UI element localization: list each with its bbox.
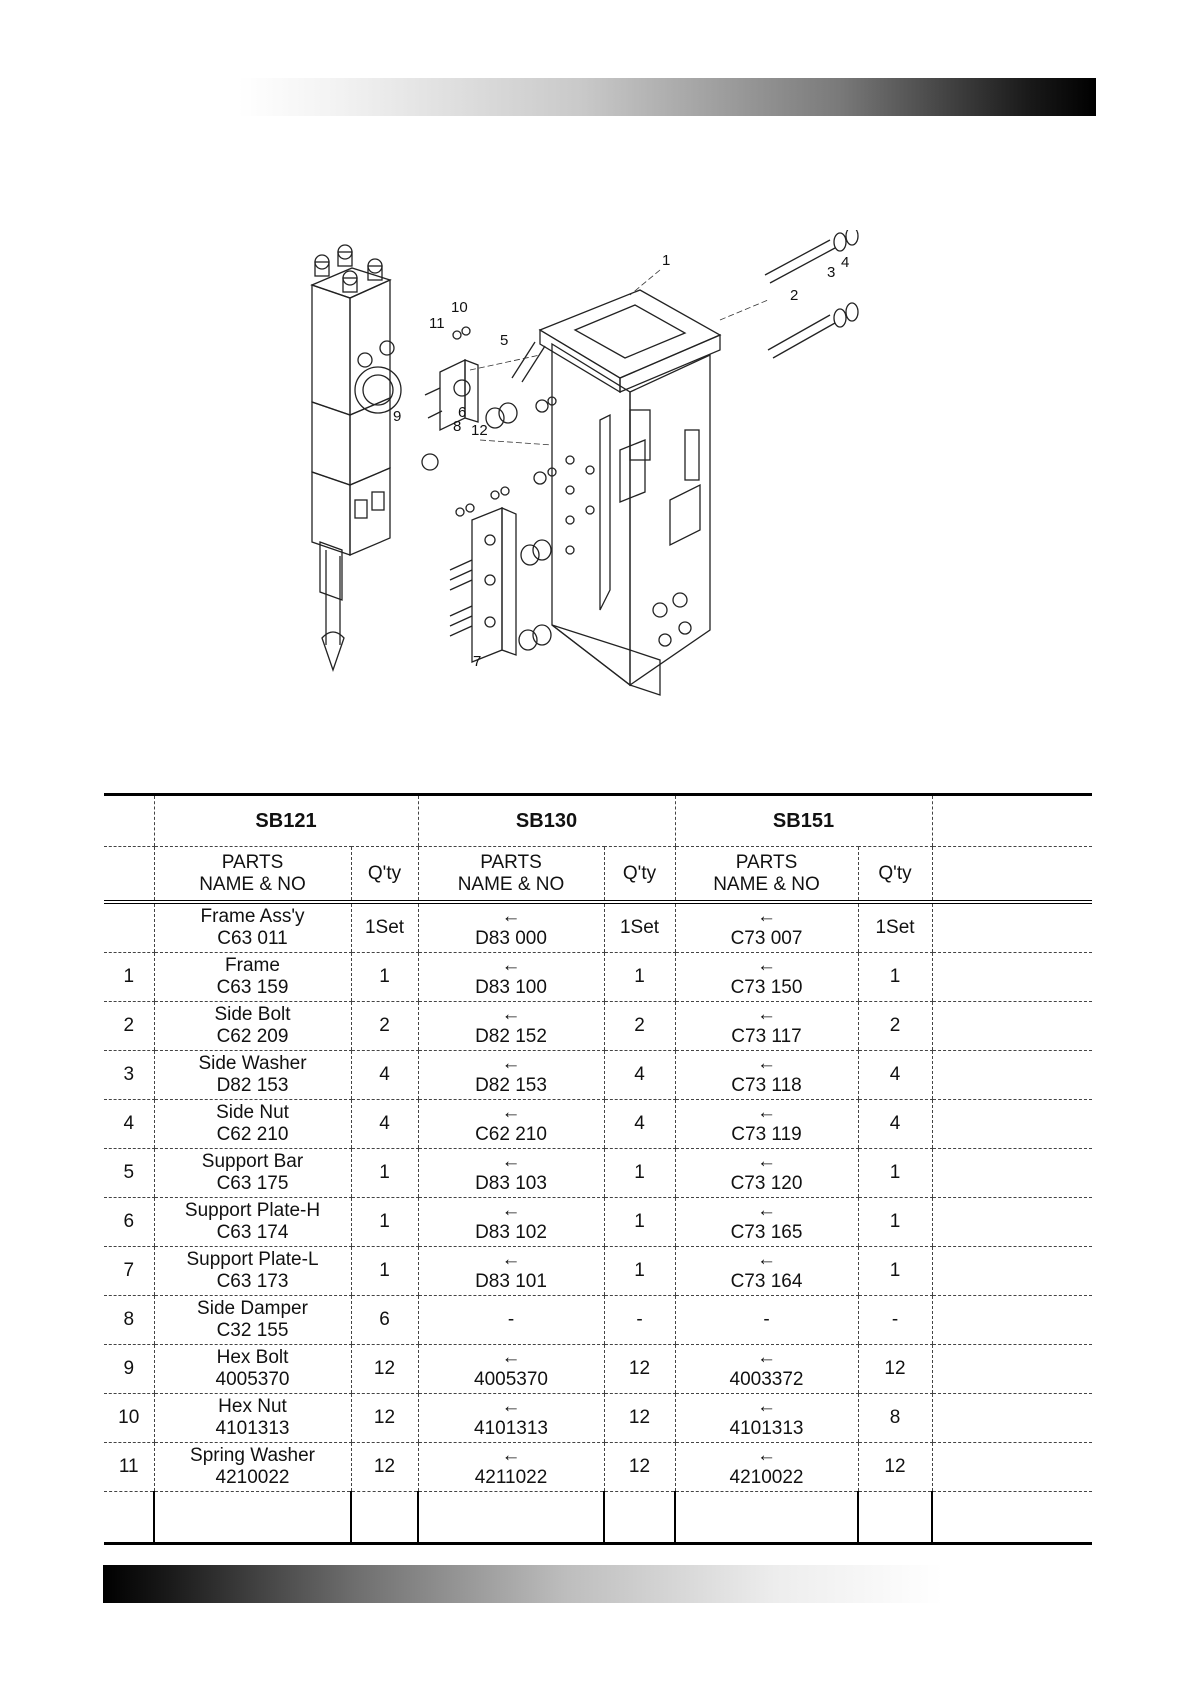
part-name-number-cell: ← C73 164: [675, 1247, 858, 1296]
callout-7: 7: [473, 653, 482, 670]
blank-cell: [932, 1443, 1092, 1492]
qty-cell: 1Set: [351, 902, 418, 953]
callout-2: 2: [790, 287, 799, 304]
part-name-number-cell: ← D83 101: [418, 1247, 604, 1296]
part-name-number-cell: ← C73 150: [675, 953, 858, 1002]
part-name-number-cell: Side Nut C62 210: [154, 1100, 351, 1149]
part-name-number-cell: ← 4210022: [675, 1443, 858, 1492]
frame-assembly-drawing: [290, 230, 950, 750]
blank-cell: [932, 1296, 1092, 1345]
table-row: [104, 1100, 1092, 1149]
part-name-number-cell: ← 4101313: [418, 1394, 604, 1443]
qty-cell: 8: [858, 1394, 932, 1443]
parts-header: PARTS NAME & NO: [154, 847, 351, 903]
part-name-number-cell: ← D82 153: [418, 1051, 604, 1100]
hex-bolts-drawing: [425, 327, 509, 636]
callout-4: 4: [841, 254, 850, 271]
callout-6: 6: [458, 404, 467, 421]
qty-cell: 12: [858, 1345, 932, 1394]
blank-cell: [932, 1247, 1092, 1296]
blank-cell: [932, 1149, 1092, 1198]
qty-cell: 1: [858, 1149, 932, 1198]
callout-12: 12: [471, 422, 488, 439]
model-sb151: SB151: [675, 795, 932, 847]
blank-cell: [932, 1345, 1092, 1394]
qty-cell: 4: [351, 1100, 418, 1149]
qty-cell: 4: [858, 1051, 932, 1100]
blank-cell: [932, 1394, 1092, 1443]
qty-cell: 12: [604, 1345, 675, 1394]
qty-cell: -: [604, 1296, 675, 1345]
blank-cell: [932, 1100, 1092, 1149]
qty-cell: 6: [351, 1296, 418, 1345]
blank-cell: [932, 1051, 1092, 1100]
parts-header: PARTS NAME & NO: [418, 847, 604, 903]
part-name-number-cell: ← C62 210: [418, 1100, 604, 1149]
item-number-cell: 3: [104, 1051, 154, 1100]
exploded-parts-diagram: [290, 230, 950, 750]
side-bolt-drawing: [765, 230, 858, 358]
qty-cell: 1: [858, 1247, 932, 1296]
parts-header: PARTS NAME & NO: [675, 847, 858, 903]
parts-table-body: [104, 902, 1092, 1492]
table-row: [104, 1198, 1092, 1247]
table-row: [104, 1051, 1092, 1100]
qty-cell: 2: [858, 1002, 932, 1051]
part-name-number-cell: ← D83 000: [418, 902, 604, 953]
qty-cell: 1: [604, 1149, 675, 1198]
part-name-number-cell: ← 4003372: [675, 1345, 858, 1394]
qty-cell: -: [858, 1296, 932, 1345]
part-name-number-cell: Side Damper C32 155: [154, 1296, 351, 1345]
model-header-row: [104, 795, 1092, 847]
qty-cell: 4: [858, 1100, 932, 1149]
part-name-number-cell: ← 4101313: [675, 1394, 858, 1443]
item-number-cell: 6: [104, 1198, 154, 1247]
qty-cell: 1: [604, 953, 675, 1002]
table-row: [104, 1149, 1092, 1198]
part-name-number-cell: Frame Ass'y C63 011: [154, 902, 351, 953]
table-row: [104, 1296, 1092, 1345]
item-number-cell: 1: [104, 953, 154, 1002]
qty-cell: 1Set: [858, 902, 932, 953]
support-plate-l-drawing: [422, 454, 556, 662]
part-name-number-cell: ← C73 165: [675, 1198, 858, 1247]
part-name-number-cell: Support Plate-H C63 174: [154, 1198, 351, 1247]
qty-cell: 4: [604, 1051, 675, 1100]
breaker-body-drawing: [312, 245, 401, 670]
blank-cell: [932, 1198, 1092, 1247]
qty-header: Q'ty: [604, 847, 675, 903]
table-row: [104, 1002, 1092, 1051]
qty-cell: 12: [604, 1394, 675, 1443]
qty-cell: 4: [604, 1100, 675, 1149]
item-number-cell: [104, 902, 154, 953]
qty-header: Q'ty: [858, 847, 932, 903]
callout-8: 8: [453, 418, 462, 435]
qty-cell: 1: [351, 953, 418, 1002]
item-number-cell: 5: [104, 1149, 154, 1198]
part-name-number-cell: ← D83 102: [418, 1198, 604, 1247]
blank-cell: [932, 1002, 1092, 1051]
callout-9: 9: [393, 408, 402, 425]
part-name-number-cell: Hex Bolt 4005370: [154, 1345, 351, 1394]
qty-cell: 2: [604, 1002, 675, 1051]
blank-header-cell: [104, 795, 154, 847]
callout-labels: [393, 252, 849, 670]
table-row: [104, 1443, 1092, 1492]
part-name-number-cell: ← C73 118: [675, 1051, 858, 1100]
item-number-cell: 9: [104, 1345, 154, 1394]
item-number-cell: 11: [104, 1443, 154, 1492]
model-sb130: SB130: [418, 795, 675, 847]
qty-cell: 12: [858, 1443, 932, 1492]
qty-cell: 1: [351, 1149, 418, 1198]
part-name-number-cell: Side Washer D82 153: [154, 1051, 351, 1100]
qty-cell: 12: [351, 1345, 418, 1394]
callout-11: 11: [429, 315, 445, 332]
part-name-number-cell: -: [418, 1296, 604, 1345]
item-number-cell: 4: [104, 1100, 154, 1149]
qty-cell: 1: [858, 1198, 932, 1247]
blank-cell: [932, 953, 1092, 1002]
blank-footer-row: [104, 1492, 1092, 1544]
qty-cell: 1: [351, 1247, 418, 1296]
item-number-cell: 2: [104, 1002, 154, 1051]
part-name-number-cell: Hex Nut 4101313: [154, 1394, 351, 1443]
part-name-number-cell: ← D83 103: [418, 1149, 604, 1198]
qty-cell: 1Set: [604, 902, 675, 953]
part-name-number-cell: Side Bolt C62 209: [154, 1002, 351, 1051]
part-name-number-cell: Frame C63 159: [154, 953, 351, 1002]
callout-1: 1: [662, 252, 671, 269]
callout-10: 10: [451, 299, 468, 316]
item-number-cell: 7: [104, 1247, 154, 1296]
part-name-number-cell: Support Plate-L C63 173: [154, 1247, 351, 1296]
part-name-number-cell: Spring Washer 4210022: [154, 1443, 351, 1492]
part-name-number-cell: ← 4211022: [418, 1443, 604, 1492]
header-gradient-bar: [238, 78, 1096, 116]
qty-cell: 12: [351, 1394, 418, 1443]
qty-cell: 1: [858, 953, 932, 1002]
part-name-number-cell: ← C73 007: [675, 902, 858, 953]
part-name-number-cell: ← D83 100: [418, 953, 604, 1002]
model-sb121: SB121: [154, 795, 418, 847]
table-row: [104, 1345, 1092, 1394]
qty-cell: 1: [351, 1198, 418, 1247]
part-name-number-cell: Support Bar C63 175: [154, 1149, 351, 1198]
part-name-number-cell: ← C73 117: [675, 1002, 858, 1051]
footer-gradient-bar: [103, 1565, 943, 1603]
qty-cell: 1: [604, 1247, 675, 1296]
parts-table: [104, 793, 1092, 1545]
part-name-number-cell: ← C73 120: [675, 1149, 858, 1198]
qty-cell: 12: [351, 1443, 418, 1492]
blank-cell: [932, 902, 1092, 953]
part-name-number-cell: ← C73 119: [675, 1100, 858, 1149]
table-row: [104, 1394, 1092, 1443]
table-row: [104, 902, 1092, 953]
part-name-number-cell: ← 4005370: [418, 1345, 604, 1394]
part-name-number-cell: -: [675, 1296, 858, 1345]
callout-3: 3: [827, 264, 836, 281]
qty-header: Q'ty: [351, 847, 418, 903]
qty-cell: 1: [604, 1198, 675, 1247]
blank-header-cell: [932, 795, 1092, 847]
column-header-row: [104, 847, 1092, 903]
frame-drawing: [540, 290, 720, 695]
item-number-cell: 10: [104, 1394, 154, 1443]
item-number-cell: 8: [104, 1296, 154, 1345]
table-row: [104, 953, 1092, 1002]
qty-cell: 2: [351, 1002, 418, 1051]
qty-cell: 12: [604, 1443, 675, 1492]
qty-cell: 4: [351, 1051, 418, 1100]
table-row: [104, 1247, 1092, 1296]
callout-5: 5: [500, 332, 509, 349]
part-name-number-cell: ← D82 152: [418, 1002, 604, 1051]
